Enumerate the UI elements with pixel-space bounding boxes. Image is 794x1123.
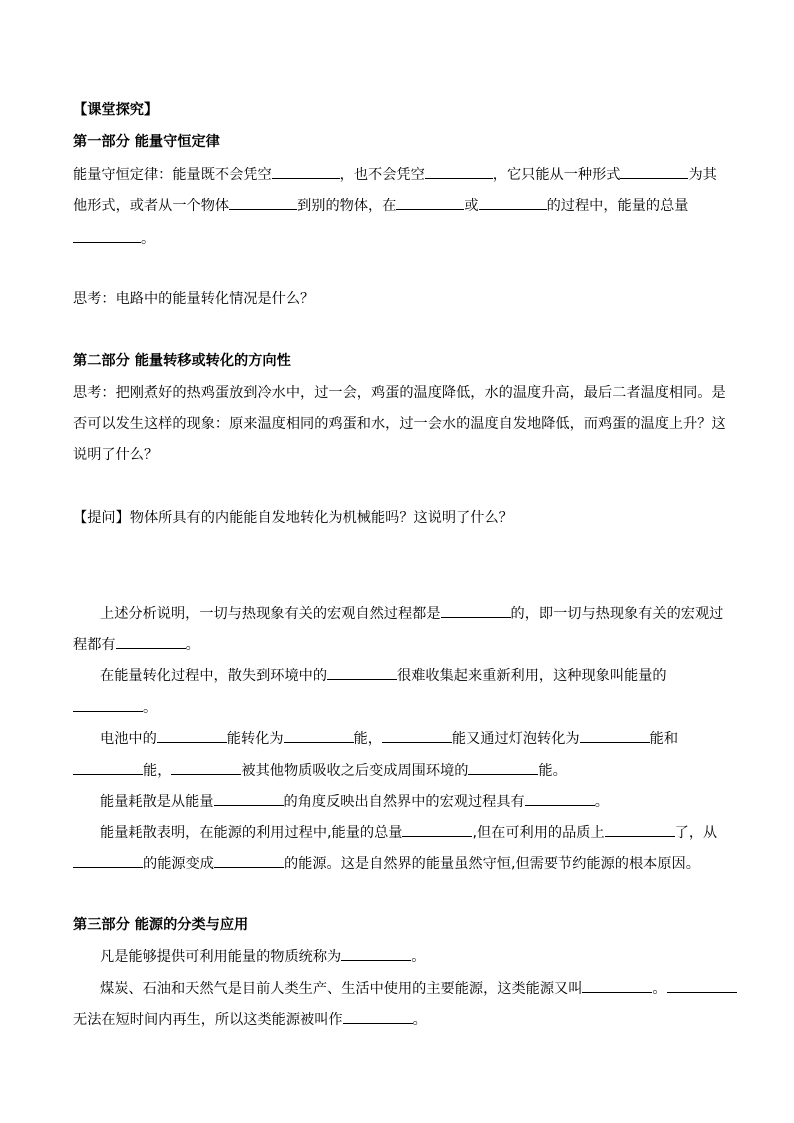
answer-blank[interactable]	[441, 603, 511, 618]
law-text: 。	[141, 231, 156, 247]
law-text: 为其	[688, 167, 717, 183]
answer-blank[interactable]	[73, 697, 143, 712]
fossil-line-2	[73, 1009, 427, 1030]
part1-heading: 第一部分 能量守恒定律	[73, 134, 220, 150]
para-text: 电池中的	[100, 731, 157, 747]
para-text: 上述分析说明，一切与热现象有关的宏观自然过程都是	[100, 606, 441, 622]
part2-think-line-1: 思考：把刚煮好的热鸡蛋放到冷水中，过一会，鸡蛋的温度降低，水的温度升高，最后二者温度相同。是	[73, 385, 726, 401]
analysis-line-2	[73, 634, 200, 655]
dissipation-line-2	[73, 697, 157, 718]
answer-blank[interactable]	[667, 978, 737, 993]
para-text: 在能量转化过程中，散失到环境中的	[100, 668, 328, 684]
law-line-3	[73, 228, 155, 249]
para-text: 能，	[353, 731, 382, 747]
para-text: 。	[652, 981, 667, 997]
para-text: 能，	[143, 763, 172, 779]
para-text: 。	[411, 949, 426, 965]
para-text: 。	[594, 794, 609, 810]
answer-blank[interactable]	[396, 195, 464, 210]
para-text: 的，即一切与热现象有关的宏观过	[510, 606, 724, 622]
para-text: 程都有	[73, 637, 116, 653]
answer-blank[interactable]	[479, 195, 547, 210]
para-text: ,但在可利用的品质上	[472, 825, 605, 841]
para-text: 煤炭、石油和天然气是目前人类生产、生活中使用的主要能源，这类能源又叫	[100, 981, 583, 997]
answer-blank[interactable]	[402, 822, 472, 837]
para-text: 能。	[538, 763, 567, 779]
para-text: 无法在短时间内再生，所以这类能源被叫作	[73, 1012, 343, 1028]
para-text: 凡是能够提供可利用能量的物质统称为	[100, 949, 342, 965]
answer-blank[interactable]	[272, 164, 340, 179]
answer-blank[interactable]	[171, 760, 241, 775]
dissipation-angle-line	[100, 791, 609, 812]
answer-blank[interactable]	[214, 791, 284, 806]
part2-think-line-2: 否可以发生这样的现象：原来温度相同的鸡蛋和水，过一会水的温度自发地降低，而鸡蛋的温度上升？这	[73, 416, 726, 432]
answer-blank[interactable]	[620, 164, 688, 179]
answer-blank[interactable]	[327, 665, 397, 680]
para-text: 被其他物质吸收之后变成周围环境的	[241, 763, 469, 779]
answer-blank[interactable]	[73, 228, 141, 243]
law-text: 的过程中，能量的总量	[546, 198, 689, 214]
section-title: 【课堂探究】	[73, 102, 159, 118]
law-text: 能量守恒定律：能量既不会凭空	[73, 167, 272, 183]
conservation-line-2	[73, 853, 700, 874]
law-text: 到别的物体，在	[297, 198, 397, 214]
answer-blank[interactable]	[582, 978, 652, 993]
part1-think: 思考：电路中的能量转化情况是什么？	[73, 291, 315, 307]
para-text: 能量耗散表明，在能源的利用过程中,能量的总量	[100, 825, 403, 841]
law-text: 他形式，或者从一个物体	[73, 198, 230, 214]
conservation-line-1	[100, 822, 717, 843]
answer-blank[interactable]	[73, 760, 143, 775]
answer-blank[interactable]	[580, 728, 650, 743]
para-text: 。	[412, 1012, 427, 1028]
answer-blank[interactable]	[341, 946, 411, 961]
para-text: 能和	[649, 731, 679, 747]
fossil-line-1	[100, 978, 737, 999]
para-text: 。	[143, 700, 158, 716]
part2-think-line-3: 说明了什么？	[73, 447, 159, 463]
law-text: ，它只能从一种形式	[492, 167, 621, 183]
part2-question: 【提问】物体所具有的内能能自发地转化为机械能吗？这说明了什么？	[73, 510, 513, 526]
answer-blank[interactable]	[73, 853, 143, 868]
answer-blank[interactable]	[214, 853, 284, 868]
answer-blank[interactable]	[229, 195, 297, 210]
part3-heading: 第三部分 能源的分类与应用	[73, 917, 249, 933]
para-text: 能量耗散是从能量	[100, 794, 214, 810]
law-line-2	[73, 195, 689, 216]
law-line-1	[73, 164, 717, 185]
dissipation-line-1	[100, 665, 667, 686]
para-text: 能又通过灯泡转化为	[451, 731, 580, 747]
para-text: 。	[185, 637, 200, 653]
answer-blank[interactable]	[284, 728, 354, 743]
answer-blank[interactable]	[605, 822, 675, 837]
para-text: 的角度反映出自然界中的宏观过程具有	[283, 794, 525, 810]
battery-line-1	[100, 728, 678, 749]
part2-heading: 第二部分 能量转移或转化的方向性	[73, 353, 291, 369]
answer-blank[interactable]	[157, 728, 227, 743]
para-text: 了，从	[674, 825, 718, 841]
para-text: 很难收集起来重新利用，这种现象叫能量的	[397, 668, 667, 684]
answer-blank[interactable]	[116, 634, 186, 649]
law-text: ，也不会凭空	[339, 167, 425, 183]
answer-blank[interactable]	[343, 1009, 413, 1024]
para-text: 能转化为	[226, 731, 284, 747]
energy-source-line	[100, 946, 425, 967]
para-text: 的能源变成	[143, 856, 214, 872]
answer-blank[interactable]	[425, 164, 493, 179]
para-text: 的能源。这是自然界的能量虽然守恒,但需要节约能源的根本原因。	[283, 856, 700, 872]
answer-blank[interactable]	[382, 728, 452, 743]
law-text: 或	[464, 198, 479, 214]
battery-line-2	[73, 760, 567, 781]
answer-blank[interactable]	[525, 791, 595, 806]
answer-blank[interactable]	[468, 760, 538, 775]
analysis-line-1	[100, 603, 723, 624]
